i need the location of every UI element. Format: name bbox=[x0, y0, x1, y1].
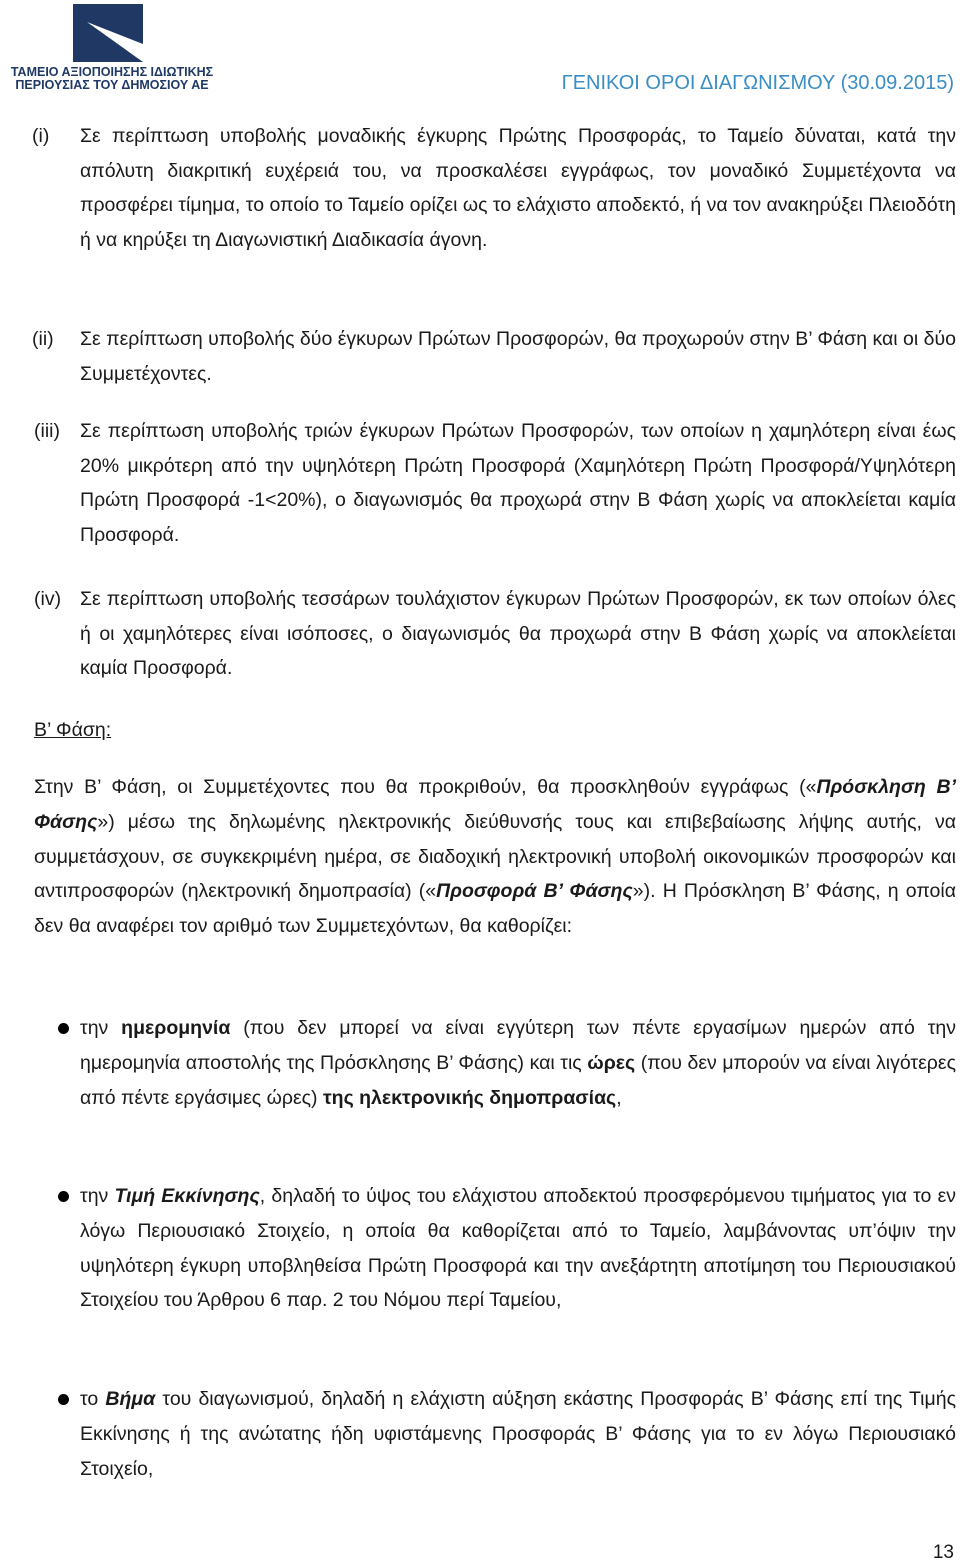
logo-triangle-icon bbox=[73, 4, 143, 62]
bullet-item-start-price bbox=[80, 1179, 956, 1318]
bullet-text: την bbox=[80, 1017, 122, 1039]
item-text: Σε περίπτωση υποβολής τεσσάρων τουλάχιστον έγκυρων Πρώτων Προσφορών, εκ των οποίων όλες ή οι χαμηλότερες είναι ισόποσες, ο διαγωνισμός θα προχωρά στην Β Φάση χωρίς να αποκλείεται καμία Προσφορά. bbox=[80, 588, 956, 679]
list-item-i bbox=[32, 119, 956, 257]
term-invitation: Πρόσκληση Β’ Φάσης bbox=[34, 776, 956, 833]
paragraph-text: Στην Β’ Φάση, οι Συμμετέχοντες που θα προκριθούν, θα προσκληθούν εγγράφως (« bbox=[34, 776, 817, 798]
bullet-bold-date: ημερομηνία bbox=[121, 1017, 231, 1039]
item-number: (ii) bbox=[32, 328, 54, 350]
organization-logo bbox=[6, 4, 218, 96]
bullet-icon bbox=[58, 1394, 69, 1405]
bullet-text: (που δεν μπορεί να είναι εγγύτερη των πέντε εργασίμων ημερών από την ημερομηνία αποστολής της Πρόσκλησης Β’ Φάσης) και τις bbox=[80, 1017, 956, 1074]
phase-b-paragraph bbox=[34, 770, 956, 944]
logo-line-2: ΠΕΡΙΟΥΣΙΑΣ ΤΟΥ ΔΗΜΟΣΙΟΥ ΑΕ bbox=[15, 78, 209, 92]
item-number: (iv) bbox=[34, 588, 62, 610]
paragraph-text: »). Η Πρόσκληση Β’ Φάσης, η οποία δεν θα αναφέρει τον αριθμό των Συμμετεχόντων, θα καθορίζει: bbox=[34, 880, 956, 938]
bullet-bold-auction: της ηλεκτρονικής δημοπρασίας bbox=[322, 1086, 617, 1109]
item-number: (iii) bbox=[34, 420, 60, 442]
bullet-text: , δηλαδή το ύψος του ελάχιστου αποδεκτού προσφερόμενου τιμήματος για το εν λόγω Περιουσιακό Στοιχείο, η οποία θα καθορίζεται από το Ταμείο, λαμβάνοντας υπ’όψιν την υψηλότερη έγκυρη υποβληθείσα Πρώτη Προσφορά και την ανεξάρτητη αποτίμηση του Περιουσιακού Στοιχείου του Άρθρου 6 παρ. 2 του Νόμου περί Ταμείου, bbox=[80, 1185, 957, 1312]
logo-text bbox=[6, 66, 218, 92]
item-number: (i) bbox=[32, 125, 50, 147]
bullet-term-step: Βήμα bbox=[105, 1388, 156, 1410]
phase-b-heading: Β’ Φάση: bbox=[34, 719, 112, 741]
item-text: Σε περίπτωση υποβολής μοναδικής έγκυρης Πρώτης Προσφοράς, το Ταμείο δύναται, κατά την απόλυτη διακριτική ευχέρειά του, να προσκαλέσει εγγράφως, τον μοναδικό Συμμετέχοντα να προσφέρει τίμημα, το οποίο το Ταμείο ορίζει ως το ελάχιστο αποδεκτό, ή να τον ανακηρύξει Πλειοδότη ή να κηρύξει τη Διαγωνιστική Διαδικασία άγονη. bbox=[80, 125, 956, 251]
bullet-text: την bbox=[80, 1185, 115, 1207]
bullet-text: του διαγωνισμού, δηλαδή η ελάχιστη αύξηση εκάστης Προσφοράς Β’ Φάσης επί της Τιμής Εκκίνησης ή της ανώτατης ήδη υφιστάμενης Προσφοράς Β’ Φάσης για το εν λόγω Περιουσιακό Στοιχείο, bbox=[80, 1388, 956, 1480]
logo-line-1: ΤΑΜΕΙΟ ΑΞΙΟΠΟΙΗΣΗΣ ΙΔΙΩΤΙΚΗΣ bbox=[10, 65, 214, 79]
item-text: Σε περίπτωση υποβολής τριών έγκυρων Πρώτων Προσφορών, των οποίων η χαμηλότερη είναι έως 20% μικρότερη από την υψηλότερη Πρώτη Προσφορά (Χαμηλότερη Πρώτη Προσφορά/Υψηλότερη Πρώτη Προσφορά -1<20%), ο διαγωνισμός θα προχωρά στην Β Φάση χωρίς να αποκλείεται καμία Προσφορά. bbox=[80, 420, 956, 546]
list-item-iv bbox=[34, 582, 956, 686]
bullet-icon bbox=[58, 1023, 69, 1034]
item-text: Σε περίπτωση υποβολής δύο έγκυρων Πρώτων Προσφορών, θα προχωρούν στην Β’ Φάση και οι δύο Συμμετέχοντες. bbox=[80, 328, 956, 385]
document-header-title: ΓΕΝΙΚΟΙ ΟΡΟΙ ΔΙΑΓΩΝΙΣΜΟΥ (30.09.2015) bbox=[561, 72, 954, 94]
bullet-text: , bbox=[616, 1086, 622, 1109]
paragraph-text: ») μέσω της δηλωμένης ηλεκτρονικής διεύθυνσής τους και επιβεβαίωσης λήψης αυτής, να συμμετάσχουν, σε συγκεκριμένη ημέρα, σε διαδοχική ηλεκτρονική υποβολή οικονομικών προσφορών και αντιπροσφορών (ηλεκτρονική δημοπρασία) (« bbox=[34, 810, 956, 903]
list-item-iii bbox=[34, 414, 956, 552]
bullet-term-start-price: Τιμή Εκκίνησης bbox=[114, 1185, 260, 1207]
bullet-item-step bbox=[80, 1382, 956, 1486]
bullet-item-date bbox=[80, 1011, 956, 1115]
page-number: 13 bbox=[932, 1542, 954, 1563]
term-offer: Προσφορά Β’ Φάσης bbox=[436, 880, 633, 903]
list-item-ii bbox=[32, 322, 956, 391]
bullet-text: (που δεν μπορούν να είναι λιγότερες από πέντε εργάσιμες ώρες) bbox=[80, 1051, 956, 1109]
bullet-text: το bbox=[80, 1388, 106, 1410]
bullet-icon bbox=[58, 1191, 69, 1202]
bullet-bold-hours: ώρες bbox=[587, 1051, 636, 1074]
